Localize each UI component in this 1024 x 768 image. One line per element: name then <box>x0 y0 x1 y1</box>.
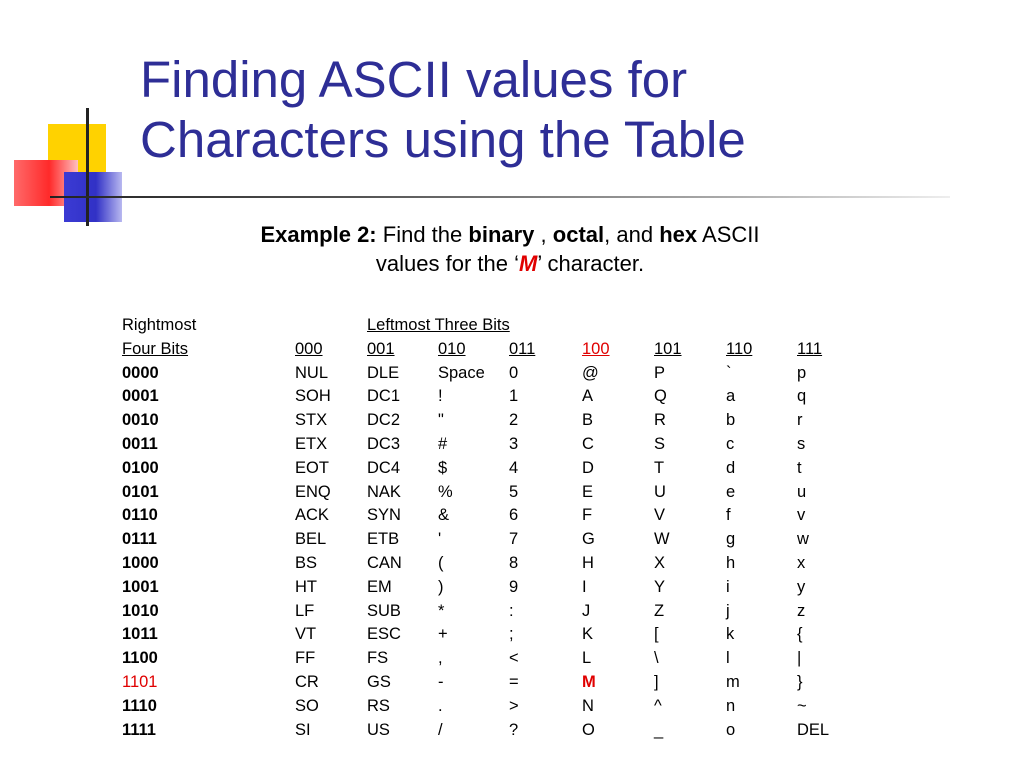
row-bits-label: 1010 <box>122 601 159 620</box>
find-the-text: Find the <box>382 222 463 247</box>
table-cell: ! <box>438 387 443 406</box>
table-cell: 1 <box>509 387 519 406</box>
table-cell: N <box>582 696 594 715</box>
table-cell: 2 <box>509 411 519 430</box>
table-cell: FF <box>295 649 316 668</box>
table-row <box>122 600 842 624</box>
table-cell: ETB <box>367 530 400 549</box>
four-bits-label: Four Bits <box>122 339 189 358</box>
table-cell: W <box>654 530 670 549</box>
table-cell: DEL <box>797 720 830 739</box>
table-cell: G <box>582 530 595 549</box>
row-bits-label: 0011 <box>122 434 158 453</box>
table-cell: b <box>726 411 736 430</box>
table-cell: h <box>726 553 736 572</box>
table-cell: 3 <box>509 434 519 453</box>
table-cell: L <box>582 649 592 668</box>
table-cell: { <box>797 625 803 644</box>
row-bits-label: 1111 <box>122 720 156 739</box>
table-cell: m <box>726 672 740 691</box>
row-bits-label: 0001 <box>122 387 159 406</box>
row-bits-label: 1100 <box>122 649 158 668</box>
table-cell: # <box>438 434 448 453</box>
table-row <box>122 647 842 671</box>
table-cell: S <box>654 434 666 453</box>
table-cell: P <box>654 363 666 382</box>
table-cell: t <box>797 458 802 477</box>
column-header: 010 <box>438 339 466 358</box>
hex-word: hex <box>659 222 698 247</box>
table-cell: g <box>726 530 736 549</box>
table-cell: i <box>726 577 730 596</box>
table-row <box>122 362 842 386</box>
table-cell: e <box>726 482 736 501</box>
decor-vertical-line <box>86 108 89 226</box>
table-cell: SYN <box>367 506 401 525</box>
table-cell: \ <box>654 649 659 668</box>
table-cell: " <box>438 411 444 430</box>
table-cell: EM <box>367 577 392 596</box>
table-cell: GS <box>367 672 391 691</box>
table-cell: Y <box>654 577 666 596</box>
ascii-word: ASCII <box>702 222 760 247</box>
table-row <box>122 719 842 743</box>
table-cell: US <box>367 720 390 739</box>
row-bits-label: 0101 <box>122 482 159 501</box>
and-text: , and <box>604 222 654 247</box>
table-cell: CR <box>295 672 319 691</box>
table-cell: z <box>797 601 806 620</box>
table-header-row-2 <box>122 338 842 362</box>
column-header: 101 <box>654 339 682 358</box>
table-cell: [ <box>654 625 659 644</box>
table-cell: M <box>582 672 596 691</box>
table-row <box>122 385 842 409</box>
table-cell: SUB <box>367 601 401 620</box>
decor-horizontal-rule <box>50 196 950 198</box>
table-cell: EOT <box>295 458 329 477</box>
table-cell: q <box>797 387 807 406</box>
table-cell: SO <box>295 696 319 715</box>
row-bits-label: 1101 <box>122 672 158 691</box>
table-cell: ` <box>726 363 732 382</box>
table-cell: j <box>726 601 730 620</box>
table-cell: * <box>438 601 445 620</box>
table-cell: ? <box>509 720 519 739</box>
column-header: 000 <box>295 339 323 358</box>
character-text: ’ character. <box>537 251 645 276</box>
ascii-table <box>122 314 842 742</box>
table-cell: f <box>726 506 731 525</box>
leftmost-three-bits-label: Leftmost Three Bits <box>367 316 510 334</box>
table-cell: BEL <box>295 530 327 549</box>
table-cell: STX <box>295 411 328 430</box>
table-cell: DC1 <box>367 387 401 406</box>
table-cell: SOH <box>295 387 331 406</box>
table-cell: C <box>582 434 594 453</box>
table-row <box>122 695 842 719</box>
target-character: M <box>518 251 538 276</box>
table-cell: I <box>582 577 587 596</box>
table-cell: 5 <box>509 482 519 501</box>
table-cell: O <box>582 720 595 739</box>
table-cell: DC3 <box>367 434 401 453</box>
table-row <box>122 552 842 576</box>
table-row <box>122 623 842 647</box>
table-cell: 8 <box>509 553 519 572</box>
table-cell: } <box>797 672 803 691</box>
table-cell: NUL <box>295 363 329 382</box>
table-cell: ] <box>654 672 659 691</box>
table-row <box>122 671 842 695</box>
table-cell: SI <box>295 720 311 739</box>
table-cell: J <box>582 601 591 620</box>
table-cell: 9 <box>509 577 519 596</box>
table-cell: ESC <box>367 625 401 644</box>
table-row <box>122 433 842 457</box>
table-cell: d <box>726 458 736 477</box>
table-cell: CAN <box>367 553 402 572</box>
table-row <box>122 457 842 481</box>
table-cell: n <box>726 696 736 715</box>
row-bits-label: 1110 <box>122 696 157 715</box>
rightmost-label: Rightmost <box>122 316 197 334</box>
values-for-text: values for the <box>375 251 508 276</box>
table-cell: | <box>797 649 802 668</box>
table-cell: ACK <box>295 506 329 525</box>
table-cell: w <box>797 530 809 549</box>
table-cell: H <box>582 553 594 572</box>
example-label: Example 2: <box>260 222 377 247</box>
table-cell: FS <box>367 649 389 668</box>
table-cell: X <box>654 553 666 572</box>
table-cell: RS <box>367 696 390 715</box>
column-header: 011 <box>509 339 536 358</box>
table-cell: _ <box>654 720 664 739</box>
table-cell: x <box>797 553 806 572</box>
open-quote: ‘ <box>514 251 519 276</box>
table-cell: V <box>654 506 666 525</box>
table-cell: ) <box>438 577 444 596</box>
table-cell: 7 <box>509 530 519 549</box>
table-cell: DC2 <box>367 411 401 430</box>
table-cell: v <box>797 506 806 525</box>
table-cell: - <box>438 672 444 691</box>
row-bits-label: 0010 <box>122 411 159 430</box>
example-statement <box>150 220 870 278</box>
table-cell: : <box>509 601 514 620</box>
table-cell: , <box>438 649 443 668</box>
table-cell: F <box>582 506 593 525</box>
table-cell: y <box>797 577 806 596</box>
binary-word: binary <box>468 222 535 247</box>
table-cell: a <box>726 387 736 406</box>
table-cell: ENQ <box>295 482 331 501</box>
table-cell: U <box>654 482 666 501</box>
table-cell: Q <box>654 387 667 406</box>
table-cell: % <box>438 482 453 501</box>
table-cell: Z <box>654 601 665 620</box>
table-cell: D <box>582 458 594 477</box>
table-cell: o <box>726 720 736 739</box>
title-line-2: Characters using the Table <box>140 111 746 168</box>
table-cell: 6 <box>509 506 519 525</box>
table-cell: LF <box>295 601 315 620</box>
table-cell: r <box>797 411 803 430</box>
table-cell: VT <box>295 625 317 644</box>
table-cell: Space <box>438 363 485 382</box>
table-cell: s <box>797 434 806 453</box>
title-line-1: Finding ASCII values for <box>140 51 688 108</box>
octal-word: octal <box>552 222 605 247</box>
table-cell: l <box>726 649 730 668</box>
slide-title <box>140 50 746 170</box>
column-header: 001 <box>367 339 395 358</box>
table-cell: E <box>582 482 594 501</box>
column-header: 110 <box>726 339 753 358</box>
table-cell: = <box>509 672 519 691</box>
table-cell: / <box>438 720 443 739</box>
table-cell: ETX <box>295 434 328 453</box>
table-cell: K <box>582 625 594 644</box>
table-cell: $ <box>438 458 448 477</box>
table-cell: p <box>797 363 807 382</box>
row-bits-label: 1000 <box>122 553 159 572</box>
table-cell: . <box>438 696 443 715</box>
row-bits-label: 0100 <box>122 458 159 477</box>
table-cell: u <box>797 482 807 501</box>
row-bits-label: 1011 <box>122 625 158 644</box>
table-cell: + <box>438 625 448 644</box>
table-row <box>122 409 842 433</box>
table-cell: ( <box>438 553 444 572</box>
table-cell: ' <box>438 530 442 549</box>
table-cell: BS <box>295 553 318 572</box>
table-cell: < <box>509 649 519 668</box>
table-cell: DLE <box>367 363 400 382</box>
table-row <box>122 481 842 505</box>
row-bits-label: 0110 <box>122 506 158 525</box>
comma-separator: , <box>540 222 547 247</box>
table-row <box>122 504 842 528</box>
table-cell: ; <box>509 625 514 644</box>
table-cell: k <box>726 625 735 644</box>
table-cell: > <box>509 696 519 715</box>
table-cell: @ <box>582 363 599 382</box>
table-header-row-1 <box>122 314 842 338</box>
table-cell: A <box>582 387 594 406</box>
table-cell: c <box>726 434 735 453</box>
column-header: 111 <box>797 339 823 358</box>
table-cell: 4 <box>509 458 519 477</box>
table-cell: ~ <box>797 696 807 715</box>
table-cell: R <box>654 411 666 430</box>
row-bits-label: 0111 <box>122 530 157 549</box>
table-cell: & <box>438 506 450 525</box>
table-cell: ^ <box>654 696 662 715</box>
table-cell: 0 <box>509 363 519 382</box>
table-cell: B <box>582 411 594 430</box>
table-cell: HT <box>295 577 317 596</box>
table-row <box>122 528 842 552</box>
table-cell: T <box>654 458 665 477</box>
table-row <box>122 576 842 600</box>
table-cell: DC4 <box>367 458 401 477</box>
table-cell: NAK <box>367 482 401 501</box>
column-header: 100 <box>582 339 610 358</box>
row-bits-label: 0000 <box>122 363 159 382</box>
row-bits-label: 1001 <box>122 577 159 596</box>
